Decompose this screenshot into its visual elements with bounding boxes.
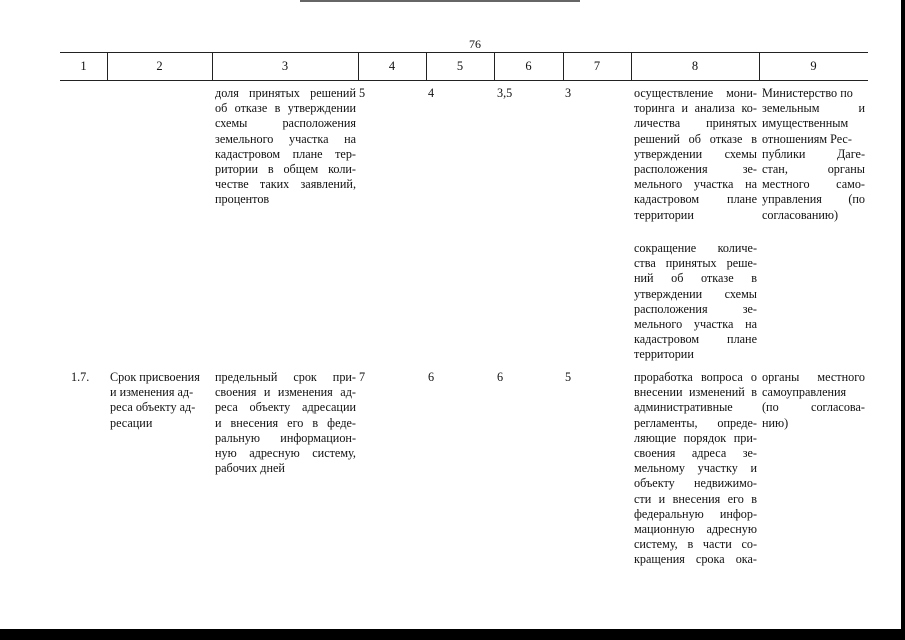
text-line: кадастровом плане xyxy=(634,332,757,347)
text-line: своения и изменения ад- xyxy=(215,385,356,400)
text-line: сокращение количе- xyxy=(634,241,757,255)
row1-measure-text xyxy=(634,86,757,223)
text-line: кадастровом плане xyxy=(634,192,757,207)
text-line: земельным и xyxy=(762,101,865,116)
text-line: схемы расположения xyxy=(215,116,356,131)
text-line: стан, органы xyxy=(762,162,865,177)
row1-value-col7: 3 xyxy=(565,86,572,100)
text-line: процентов xyxy=(215,192,270,207)
text-line: личества принятых xyxy=(634,116,757,131)
row1-result-text xyxy=(634,241,757,363)
text-line: нию) xyxy=(762,415,789,430)
table-header-rule xyxy=(60,80,868,81)
text-line: федеральную инфор- xyxy=(634,506,757,521)
row2-responsible-text xyxy=(762,370,865,431)
text-line: ний об отказе в xyxy=(634,271,757,286)
text-line: систему, в части со- xyxy=(634,537,757,552)
text-line: своения адреса зе- xyxy=(634,446,757,461)
row1-indicator-text xyxy=(215,86,356,208)
row2-value-col5: 6 xyxy=(428,370,435,384)
row2-item-number: 1.7. xyxy=(71,370,90,384)
text-line: мельного участка на xyxy=(634,177,757,192)
page-number: 76 xyxy=(469,37,481,51)
text-line: территории xyxy=(634,347,694,362)
text-line: согласованию) xyxy=(762,207,839,222)
text-line: самоуправления xyxy=(762,385,847,400)
text-line: расположения зе- xyxy=(634,162,757,177)
column-header-7: 7 xyxy=(593,59,601,73)
text-line: имущественным xyxy=(762,116,849,131)
text-line: административные xyxy=(634,400,733,415)
text-line: управления (по xyxy=(762,192,865,207)
text-line: рабочих дней xyxy=(215,461,285,476)
text-line: мельного участка на xyxy=(634,317,757,332)
row1-value-col6: 3,5 xyxy=(497,86,513,100)
text-line: Министерство по xyxy=(762,86,853,100)
text-line: торинга и анализа ко- xyxy=(634,101,757,116)
scan-edge-right xyxy=(901,0,905,640)
table-top-rule xyxy=(60,52,868,53)
text-line: (по согласова- xyxy=(762,400,865,415)
column-header-4: 4 xyxy=(388,59,396,73)
row2-value-col7: 5 xyxy=(565,370,572,384)
column-header-2: 2 xyxy=(156,59,163,73)
row2-goal-text xyxy=(110,370,208,431)
row2-indicator-text xyxy=(215,370,356,476)
text-line: местного само- xyxy=(762,177,865,192)
text-line: и внесения его в феде- xyxy=(215,415,356,430)
column-header-9: 9 xyxy=(810,59,817,73)
text-line: честве таких заявлений, xyxy=(215,177,356,192)
text-line: реса объекту адресации xyxy=(215,400,356,415)
column-header-6: 6 xyxy=(525,59,532,73)
column-header-8: 8 xyxy=(691,59,699,73)
text-line: органы местного xyxy=(762,370,865,384)
text-line: решений об отказе в xyxy=(634,131,757,146)
scan-edge-top xyxy=(300,0,580,2)
text-line: кадастровом плане тер- xyxy=(215,146,356,161)
row2-value-col4: 7 xyxy=(359,370,366,384)
text-line: об отказе в утверждении xyxy=(215,101,356,116)
text-line: отношениям Рес- xyxy=(762,131,852,146)
row1-value-col4: 5 xyxy=(359,86,366,100)
column-header-1: 1 xyxy=(80,59,87,73)
text-line: регламенты, опреде- xyxy=(634,415,757,430)
text-line: объекту недвижимо- xyxy=(634,476,757,491)
row2-measure-text xyxy=(634,370,757,568)
text-line: доля принятых решений xyxy=(215,86,356,100)
text-line: Срок присвоения xyxy=(110,370,200,384)
text-line: реса объекту ад- xyxy=(110,400,196,415)
column-header-3: 3 xyxy=(281,59,289,73)
text-line: и изменения ад- xyxy=(110,385,194,400)
text-line: ресации xyxy=(110,415,153,430)
text-line: ляющие порядок при- xyxy=(634,430,757,445)
text-line: ную адресную систему, xyxy=(215,446,356,461)
row2-value-col6: 6 xyxy=(497,370,504,384)
text-line: расположения зе- xyxy=(634,301,757,316)
text-line: земельного участка на xyxy=(215,131,356,146)
column-header-5: 5 xyxy=(456,59,464,73)
text-line: утверждении схемы xyxy=(634,146,757,161)
text-line: внесении изменений в xyxy=(634,385,757,400)
text-line: утверждении схемы xyxy=(634,286,757,301)
text-line: сти и внесения его в xyxy=(634,491,757,506)
text-line: осуществление мони- xyxy=(634,86,757,100)
text-line: территории xyxy=(634,207,694,222)
row1-value-col5: 4 xyxy=(428,86,435,100)
text-line: ритории в общем коли- xyxy=(215,162,356,177)
text-line: мельному участку и xyxy=(634,461,757,476)
text-line: кращения срока ока- xyxy=(634,552,757,567)
row1-responsible-text xyxy=(762,86,865,223)
text-line: предельный срок при- xyxy=(215,370,356,384)
text-line: проработка вопроса о xyxy=(634,370,757,384)
text-line: мационную адресную xyxy=(634,522,757,537)
text-line: ральную информацион- xyxy=(215,430,356,445)
text-line: ства принятых реше- xyxy=(634,256,757,271)
text-line: публики Даге- xyxy=(762,146,865,161)
scan-edge-bottom xyxy=(0,629,905,640)
